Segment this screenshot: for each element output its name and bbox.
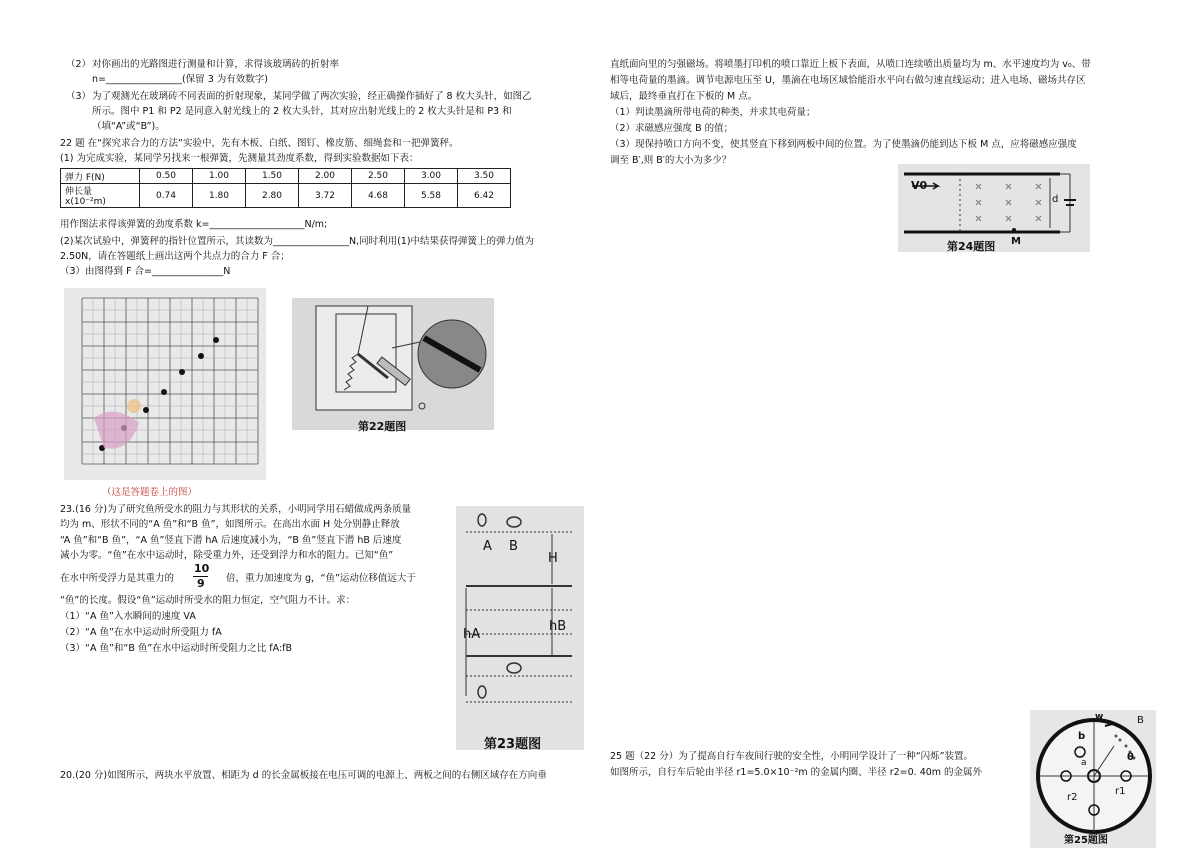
fig23-label-a: A (483, 539, 492, 554)
q23-line4: 减小为零。“鱼”在水中运动时，除受重力外，还受到浮力和水的阻力。已知“鱼” (60, 550, 394, 561)
table-row-label: 伸长量 x(10⁻²m) (61, 184, 140, 208)
q25-line1: 25 题（22 分）为了提高自行车夜间行驶的安全性，小明同学设计了一种“闪烁”装置。 (610, 751, 974, 762)
fig23-label-b: B (509, 539, 518, 554)
table-cell: 1.00 (193, 169, 246, 184)
table-cell: 4.68 (352, 184, 405, 208)
q20-line3: 相等电荷量的墨滴。调节电源电压至 U，墨滴在电场区域恰能沿水平向右做匀速直线运动；进入电场、磁场共存区 (610, 75, 1086, 86)
table-cell: 6.42 (458, 184, 511, 208)
fig25-label-r1: r1 (1115, 786, 1126, 797)
table-row-label: 弹力 F(N) (61, 169, 140, 184)
figure-25-caption: 第25题图 (1064, 835, 1108, 846)
fig25-label-w: w (1095, 712, 1104, 722)
fig25-label-a: a (1081, 758, 1087, 768)
q20-line2: 直纸面向里的匀强磁场。将喷墨打印机的喷口靠近上板下表面，从喷口连续喷出质量均为 m、水平速度均为 v₀、带 (610, 59, 1091, 70)
spring-data-table (60, 168, 511, 208)
fig25-label-r2: r2 (1067, 792, 1078, 803)
fig25-label-b: b (1078, 731, 1086, 742)
graph-paper-figure (64, 288, 266, 480)
q22-part3: （3）由图得到 F 合=_______________N (60, 266, 231, 277)
fraction-denominator: 9 (197, 577, 205, 590)
fig25-label-b-field: B (1137, 715, 1144, 726)
q22-part2-line2: 2.50N，请在答题纸上画出这两个共点力的合力 F 合； (60, 251, 290, 262)
figure-23-caption: 第23题图 (484, 737, 542, 752)
q22-part1: (1) 为完成实验，某同学另找来一根弹簧，先测量其劲度系数，得到实验数据如下表： (60, 153, 419, 164)
fig24-label-d: d (1052, 194, 1059, 205)
figure-22-caption: 第22题图 (358, 420, 407, 433)
table-cell: 3.72 (299, 184, 352, 208)
q20-sub4: 调至 B′,则 B′的大小为多少？ (610, 155, 732, 166)
table-cell: 1.50 (246, 169, 299, 184)
q23-line3: “A 鱼”和“B 鱼”，“A 鱼”竖直下潜 hA 后速度减小为，“B 鱼”竖直下潜 hB 后速度 (60, 535, 402, 546)
fig23-label-ha: hA (463, 627, 481, 642)
q21-part3-line2: 所示。图中 P1 和 P2 是同意入射光线上的 2 枚大头针，其对应出射光线上的 2 枚大头针是和 P3 和 (92, 106, 512, 117)
q23-sub3: （3）“A 鱼”和“B 鱼”在水中运动时所受阻力之比 fA:fB (60, 643, 293, 654)
q25-line2: 如图所示，自行车后轮由半径 r1=5.0×10⁻²m 的金属内圈、半径 r2=0. 40m 的金属外 (610, 767, 983, 778)
q20-sub3: （3）现保持喷口方向不变，使其竖直下移到两板中间的位置。为了使墨滴仍能到达下板 M 点，应将磁感应强度 (610, 139, 1077, 150)
figure-22 (292, 298, 494, 430)
table-cell: 0.74 (140, 184, 193, 208)
fig25-label-theta: θ (1127, 752, 1134, 763)
graph-note: （这是答题卷上的图） (102, 487, 198, 498)
q22-intro: 22 题 在“探究求合力的方法”实验中，先有木板、白纸、图钉、橡皮筋、细绳套和一把弹簧秤。 (60, 138, 459, 149)
q21-part3-line3: （填“A”或“B”)。 (92, 121, 165, 132)
q23-line1: 23.(16 分)为了研究鱼所受水的阻力与其形状的关系，小明同学用石蜡做成两条质量 (60, 504, 412, 515)
table-cell: 5.58 (405, 184, 458, 208)
q23-sub1: （1）“A 鱼”入水瞬间的速度 VA (60, 611, 196, 622)
figure-24-caption: 第24题图 (947, 240, 996, 253)
figure-25-svg (1030, 710, 1156, 848)
q21-part3-label: （3） (66, 91, 92, 102)
q23-line6: “鱼”的长度。假设“鱼”运动时所受水的阻力恒定，空气阻力不计。求： (60, 595, 356, 606)
q20-line1: 20.(20 分)如图所示，两块水平放置、相距为 d 的长金属板接在电压可调的电源上、两板之间的右侧区域存在方向垂 (60, 770, 547, 781)
table-cell: 0.50 (140, 169, 193, 184)
fig23-label-hb: hB (549, 619, 567, 634)
q22-k-blank: 用作图法求得该弹簧的劲度系数 k=____________________N/m; (60, 219, 328, 230)
table-cell: 1.80 (193, 184, 246, 208)
table-cell: 3.50 (458, 169, 511, 184)
figure-22-svg (292, 298, 494, 430)
table-cell: 2.80 (246, 184, 299, 208)
table-cell: 2.50 (352, 169, 405, 184)
graph-paper-svg (64, 288, 266, 480)
fig24-label-m: M (1011, 236, 1021, 247)
q21-part2-label: （2） (66, 59, 92, 70)
q22-part2-line1: (2)某次试验中，弹簧秤的指针位置所示，其读数为________________N,同时利用(1)中结果获得弹簧上的弹力值为 (60, 236, 535, 247)
q20-sub2: （2）求磁感应强度 B 的值； (610, 123, 734, 134)
q21-part3-line1: 为了观测光在玻璃砖不同表面的折射现象，某同学做了两次实验，经正确操作插好了 8 枚大头针，如图乙 (92, 91, 532, 102)
q20-sub1: （1）判读墨滴所带电荷的种类，并求其电荷量； (610, 107, 816, 118)
q21-part2-answer-blank: n=________________(保留 3 为有效数字) (92, 74, 268, 85)
q23-line2: 均为 m、形状不同的“A 鱼”和“B 鱼”，如图所示。在高出水面 H 处分别静止释放 (60, 519, 400, 530)
fig23-label-h: H (548, 551, 558, 566)
q23-line5a: 在水中所受浮力是其重力的 (60, 573, 175, 584)
q21-part2-text: 对你画出的光路图进行测量和计算，求得该玻璃砖的折射率 (92, 59, 340, 70)
table-cell: 2.00 (299, 169, 352, 184)
table-row (61, 184, 511, 208)
fig24-label-v0: V0 (911, 179, 928, 192)
table-cell: 3.00 (405, 169, 458, 184)
fraction-numerator: 10 (194, 562, 210, 575)
q23-sub2: （2）“A 鱼”在水中运动时所受阻力 fA (60, 627, 222, 638)
figure-25 (1030, 710, 1156, 848)
q23-line5b: 倍，重力加速度为 g，“鱼”运动位移值远大于 (226, 573, 416, 584)
q20-line4: 域后，最终垂直打在下板的 M 点。 (610, 91, 758, 102)
table-row (61, 169, 511, 184)
